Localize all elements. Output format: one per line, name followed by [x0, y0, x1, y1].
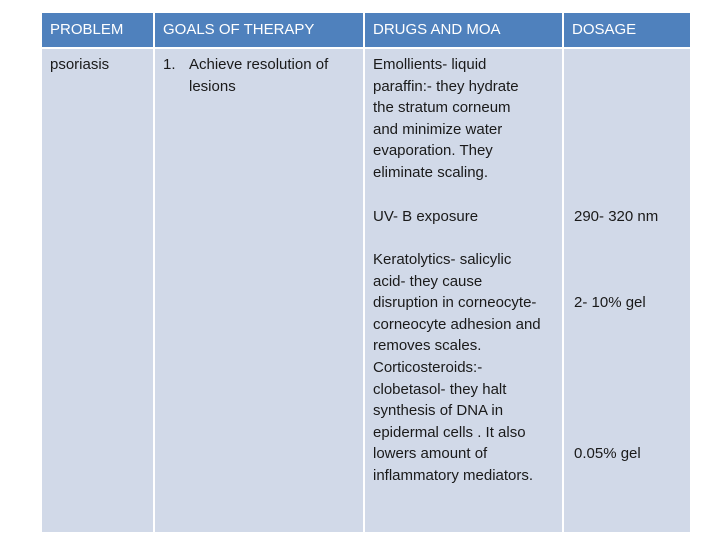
dosage-keratolytic: 2- 10% gel: [574, 294, 646, 311]
therapy-table: [42, 13, 690, 532]
problem-text: psoriasis: [50, 56, 110, 73]
header-goals-of-therapy: GOALS OF THERAPY: [155, 13, 363, 47]
keratolytics-line: Keratolytics- salicylic: [373, 251, 512, 268]
emollients-line: paraffin:- they hydrate: [373, 77, 519, 95]
keratolytics-line: acid- they cause: [373, 272, 483, 290]
emollients-line: evaporation. They: [373, 142, 493, 160]
cell-goals: [155, 49, 363, 532]
emollients-line: the stratum corneum: [373, 99, 511, 117]
keratolytics-line: removes scales.: [373, 337, 482, 355]
header-drugs-and-moa: DRUGS AND MOA: [365, 13, 562, 47]
cell-dosage: [564, 49, 690, 532]
corticosteroids-line: epidermal cells . It also: [373, 423, 526, 441]
keratolytics-block: [373, 249, 541, 487]
uv-b-text: UV- B exposure: [373, 208, 479, 225]
table-header-row: [42, 13, 690, 47]
goal-line-1: Achieve resolution of: [189, 56, 329, 73]
keratolytics-line: disruption in corneocyte-: [373, 294, 537, 312]
goal-line-2: lesions: [189, 77, 236, 95]
corticosteroids-line: Corticosteroids:-: [373, 358, 483, 376]
cell-drugs: [365, 49, 562, 532]
emollients-line: eliminate scaling.: [373, 163, 489, 181]
emollients-block: [373, 54, 519, 184]
cell-problem: [42, 49, 153, 532]
emollients-line: Emollients- liquid: [373, 56, 487, 73]
emollients-line: and minimize water: [373, 120, 503, 138]
corticosteroids-line: lowers amount of: [373, 445, 488, 463]
corticosteroids-line: inflammatory mediators.: [373, 466, 534, 484]
goal-number: 1.: [163, 56, 176, 73]
corticosteroids-line: clobetasol- they halt: [373, 380, 507, 398]
dosage-corticosteroid: 0.05% gel: [574, 445, 641, 462]
header-dosage: DOSAGE: [564, 13, 690, 47]
corticosteroids-line: synthesis of DNA in: [373, 402, 504, 420]
header-problem: PROBLEM: [42, 13, 153, 47]
dosage-uv: 290- 320 nm: [574, 208, 659, 225]
keratolytics-line: corneocyte adhesion and: [373, 315, 541, 333]
